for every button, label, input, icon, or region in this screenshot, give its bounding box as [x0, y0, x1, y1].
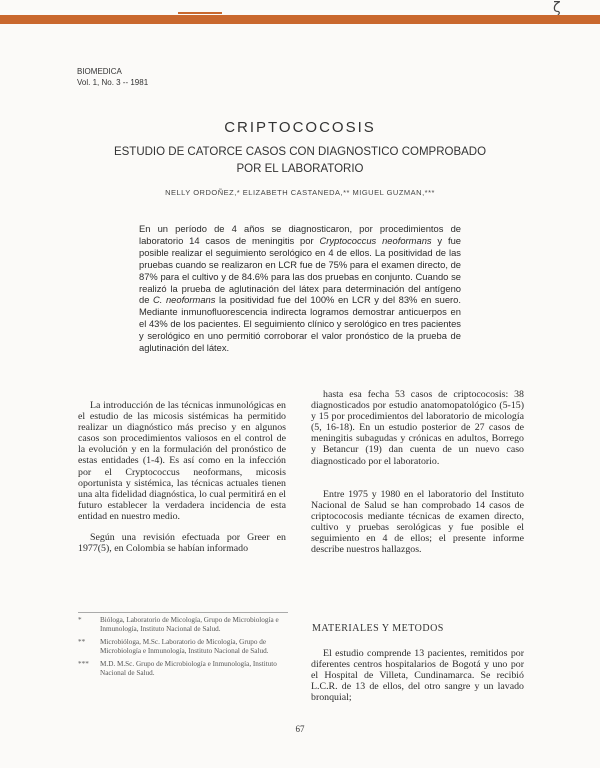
footnote-marker: **	[78, 638, 86, 646]
abstract-organism-name: Cryptococcus neoformans	[319, 234, 432, 246]
methods-paragraph: El estudio comprende 13 pacientes, remitidos por diferentes centros hospitalarios de Bogotá y uno por el Hospital de Villeta, Cundinamarca. Se recibió L.C.R. de 13 de ellos, del otro sangre y un lavado bronquial;	[311, 648, 524, 704]
journal-info	[77, 66, 148, 88]
subtitle-line-2: POR EL LABORATORIO	[236, 163, 364, 175]
intro-paragraph-1: La introducción de las técnicas inmunológicas en el estudio de las micosis sistémicas ha permitido realizar un diagnóstico más preciso y en algunos casos son procedimientos valiosos en el control de la evolución y en la formulación del pronóstico de estas entidades (1-4). Es así como en la infección por el Cryptococcus neoformans, micosis oportunista y sistémica, las técnicas actuales tienen una alta fidelidad diagnóstica, lo cual permitirá en el futuro establecer la verdadera incidencia de esta entidad en nuestro medio.	[78, 400, 286, 522]
footnote-item	[78, 616, 290, 634]
footnote-text: Bióloga, Laboratorio de Micología, Grupo de Microbiología e Inmunología, Instituto Nacional de Salud.	[100, 616, 279, 633]
footnote-text: M.D. M.Sc. Grupo de Microbiología e Inmunología, Instituto Nacional de Salud.	[100, 660, 277, 677]
journal-issue: Vol. 1, No. 3 -- 1981	[77, 78, 149, 87]
footnote-marker: ***	[78, 660, 89, 668]
body-paragraph-2: Entre 1975 y 1980 en el laboratorio del Instituto Nacional de Salud se han comprobado 14 casos de criptococosis mediante técnicas de examen directo, cultivo y pruebas serológicas y fue posible el seguimiento en 4 de ellos; el presente informe describe nuestros hallazgos.	[311, 488, 524, 556]
section-heading-methods: MATERIALES Y METODOS	[312, 623, 444, 634]
article-subtitle	[80, 144, 520, 178]
right-column	[311, 389, 524, 555]
journal-name: BIOMEDICA	[77, 67, 122, 76]
article-authors: NELLY ORDOÑEZ,* ELIZABETH CASTANEDA,** MIGUEL GUZMAN,***	[165, 188, 435, 197]
abstract	[139, 223, 461, 354]
intro-paragraph-2: Según una revisión efectuada por Greer en 1977(5), en Colombia se habían informado	[78, 532, 286, 555]
footnote-item	[78, 638, 290, 656]
page-number: 67	[295, 724, 305, 734]
footnote-item	[78, 660, 290, 678]
right-column-methods	[311, 648, 524, 703]
header-accent-mark	[178, 12, 222, 14]
abstract-organism-short: C. neoformans	[153, 294, 216, 306]
left-column	[78, 400, 286, 554]
corner-mark: ζ	[553, 0, 561, 16]
abstract-text-2: y fue posible realizar el seguimiento serológico en 4 de ellos. La positividad de las pruebas cuando se realizaron en LCR fue de 75% para el examen directo, de 87% para el cultivo y de 84.6% para las dos pruebas en conjunto. Cuando se realizó la prueba de aglutinación del látex para determinación del antígeno de	[139, 234, 461, 306]
subtitle-line-1: ESTUDIO DE CATORCE CASOS CON DIAGNOSTICO COMPROBADO	[113, 146, 487, 158]
footnote-divider	[78, 612, 288, 613]
abstract-text-1: En un período de 4 años se diagnosticaron, por procedimientos de laboratorio 14 casos de meningitis por	[139, 223, 461, 246]
body-paragraph-1: hasta esa fecha 53 casos de criptococosis: 38 diagnosticados por estudio anatomopatológico (5-15) y 15 por procedimientos del laboratorio de micología (5, 16-18). En un estudio posterior de 27 casos de meningitis subagudas y crónicas en adultos, Borrego y Betancur (19) dan cuenta de un nuevo caso diagnosticado por el laboratorio.	[311, 389, 524, 467]
abstract-text-3: la positividad fue del 100% en LCR y del 83% en suero. Mediante inmunofluorescencia indirecta logramos demostrar anticuerpos en el 43% de los pacientes. El seguimiento clínico y serológico en tres pacientes y serológico en uno permitió corroborar el valor pronóstico de la prueba de aglutinación del látex.	[139, 294, 461, 354]
header-color-band	[0, 15, 600, 24]
footnote-marker: *	[78, 616, 82, 624]
footnote-text: Microbióloga, M.Sc. Laboratorio de Micología, Grupo de Microbiología e Inmunología, Instituto Nacional de Salud.	[100, 638, 269, 655]
article-title: CRIPTOCOCOSIS	[224, 119, 376, 136]
footnotes	[78, 616, 290, 682]
